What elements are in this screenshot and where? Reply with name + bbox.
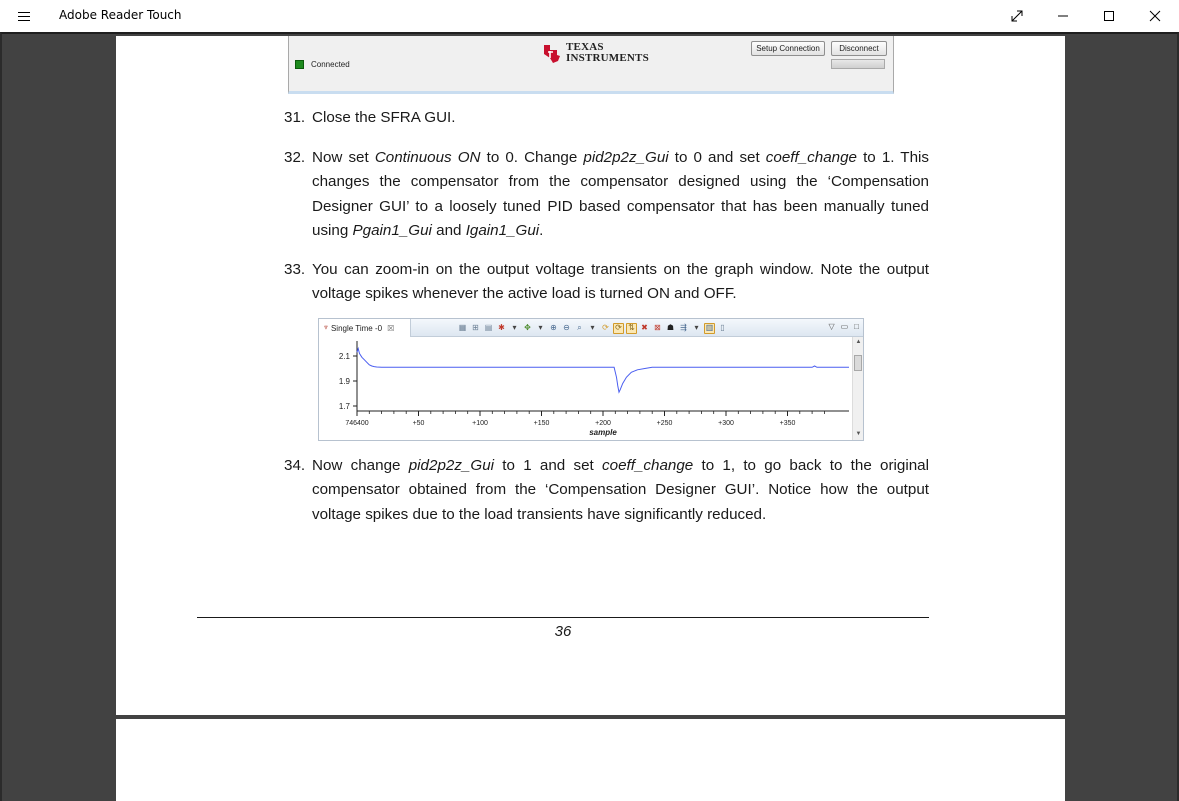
step-32 bbox=[284, 146, 929, 243]
grid-icon: ▦ bbox=[458, 323, 467, 332]
dropdown-arrow-icon: ▾ bbox=[694, 323, 699, 332]
close-icon bbox=[1149, 10, 1161, 22]
step-text: Now set Continuous ON to 0. Change pid2p2z_Gui to 0 and set coeff_change to 1. This changes the compensator from the compensator designed using the ‘Compensation Designer GUI’ to a loosely tuned PID based compensator that has been manually tuned using Pgain1_Gui and Igain1_Gui. bbox=[312, 149, 929, 239]
connection-status: Connected bbox=[311, 60, 350, 69]
graph-toolbar bbox=[457, 322, 728, 334]
step-text: You can zoom-in on the output voltage transients on the graph window. Note the output voltage spikes whenever the active load is turned ON and OFF. bbox=[312, 261, 929, 303]
minimize-button[interactable] bbox=[1040, 0, 1086, 32]
view-menu-icon: ▽ bbox=[828, 322, 835, 331]
step-text: Now change pid2p2z_Gui to 1 and set coeff_change to 1, to go back to the original compensator obtained from the ‘Compensation Designer GUI’. Notice how the output voltage spikes due to the load transients have significantly reduced. bbox=[312, 457, 930, 523]
chart-view-icon: ▥ bbox=[705, 323, 714, 332]
cursor-icon: ✱ bbox=[498, 323, 505, 332]
voltage-plot bbox=[319, 337, 851, 441]
graph-icon: ⩔ bbox=[324, 324, 328, 331]
step-31 bbox=[284, 106, 929, 130]
sfra-gui-screenshot bbox=[288, 36, 894, 94]
x-tick-label: +250 bbox=[656, 420, 673, 427]
fullscreen-button[interactable] bbox=[994, 0, 1040, 32]
voltage-series-line bbox=[357, 349, 849, 393]
step-number: 33. bbox=[284, 261, 306, 278]
graph-tab-strip bbox=[319, 319, 863, 337]
pdf-page bbox=[116, 36, 1065, 715]
zoom-fit-icon: ✥ bbox=[524, 323, 531, 332]
minimize-icon bbox=[1057, 10, 1069, 22]
continuous-refresh-icon: ⟳ bbox=[613, 323, 624, 334]
zoom-in-icon: ⊕ bbox=[550, 323, 557, 332]
step-number: 34. bbox=[284, 457, 306, 474]
disconnect-button: Disconnect bbox=[831, 41, 887, 56]
step-number: 32. bbox=[284, 149, 306, 166]
document-viewer[interactable] bbox=[0, 32, 1179, 801]
connection-status-indicator bbox=[295, 60, 304, 69]
refresh-icon: ⟳ bbox=[602, 323, 609, 332]
page-number: 36 bbox=[554, 623, 572, 640]
texas-state-icon bbox=[541, 42, 563, 64]
expand-arrows-icon bbox=[1011, 10, 1023, 22]
x-tick-label: +200 bbox=[595, 420, 611, 427]
maximize-button[interactable] bbox=[1086, 0, 1132, 32]
x-tick-label: +350 bbox=[779, 420, 796, 427]
delete-icon: ✖ bbox=[641, 323, 648, 332]
properties-icon: ▯ bbox=[720, 323, 725, 332]
scroll-up-icon: ▲ bbox=[855, 339, 862, 345]
step-34 bbox=[284, 454, 929, 527]
axis-icon: ⊞ bbox=[472, 323, 479, 332]
footer-rule bbox=[197, 617, 929, 618]
step-number: 31. bbox=[284, 109, 306, 126]
graph-tab-label: Single Time -0 bbox=[330, 323, 383, 333]
hamburger-icon[interactable] bbox=[10, 6, 38, 26]
x-tick-label: +100 bbox=[472, 420, 488, 427]
ti-logo bbox=[541, 42, 649, 64]
graph-tab bbox=[319, 319, 411, 337]
app-title: Adobe Reader Touch bbox=[59, 8, 182, 22]
y-tick-label: 1.9 bbox=[338, 377, 350, 386]
y-tick-label: 1.7 bbox=[338, 402, 350, 411]
export-icon: ⇶ bbox=[680, 323, 687, 332]
ti-logo-line1: TEXAS bbox=[566, 41, 604, 53]
scroll-down-icon: ▼ bbox=[855, 431, 862, 437]
progress-bar bbox=[831, 59, 885, 69]
step-text: Close the SFRA GUI. bbox=[312, 109, 456, 126]
dropdown-arrow-icon: ▾ bbox=[512, 323, 517, 332]
step-33 bbox=[284, 258, 929, 307]
maximize-view-icon: □ bbox=[854, 322, 859, 331]
dropdown-arrow-icon: ▾ bbox=[590, 323, 595, 332]
x-axis-label: sample bbox=[589, 428, 617, 437]
tab-close-icon: ☒ bbox=[387, 323, 395, 333]
minimize-view-icon: ▭ bbox=[840, 322, 849, 331]
dropdown-arrow-icon: ▾ bbox=[538, 323, 543, 332]
zoom-icon: ⌕ bbox=[577, 323, 582, 332]
auto-scale-icon: ⇅ bbox=[626, 323, 637, 334]
table-icon: ▤ bbox=[484, 323, 493, 332]
next-pdf-page bbox=[116, 719, 1065, 801]
x-tick-label: +50 bbox=[412, 420, 425, 427]
x-tick-label: +150 bbox=[533, 420, 550, 427]
zoom-out-icon: ⊖ bbox=[563, 323, 570, 332]
title-bar bbox=[0, 0, 1179, 32]
ti-logo-line2: INSTRUMENTS bbox=[566, 52, 649, 64]
graph-window-screenshot bbox=[318, 318, 864, 441]
x-tick-label: +300 bbox=[718, 420, 734, 427]
setup-connection-button: Setup Connection bbox=[751, 41, 825, 56]
y-tick-label: 2.1 bbox=[338, 352, 350, 361]
close-button[interactable] bbox=[1132, 0, 1178, 32]
view-controls bbox=[828, 322, 859, 331]
x-tick-label: 746400 bbox=[345, 420, 369, 427]
reset-icon: ⊠ bbox=[654, 323, 661, 332]
vertical-scrollbar bbox=[852, 337, 863, 440]
maximize-icon bbox=[1103, 10, 1115, 22]
scrollbar-thumb bbox=[854, 355, 862, 371]
binoculars-icon: ☗ bbox=[666, 323, 675, 332]
